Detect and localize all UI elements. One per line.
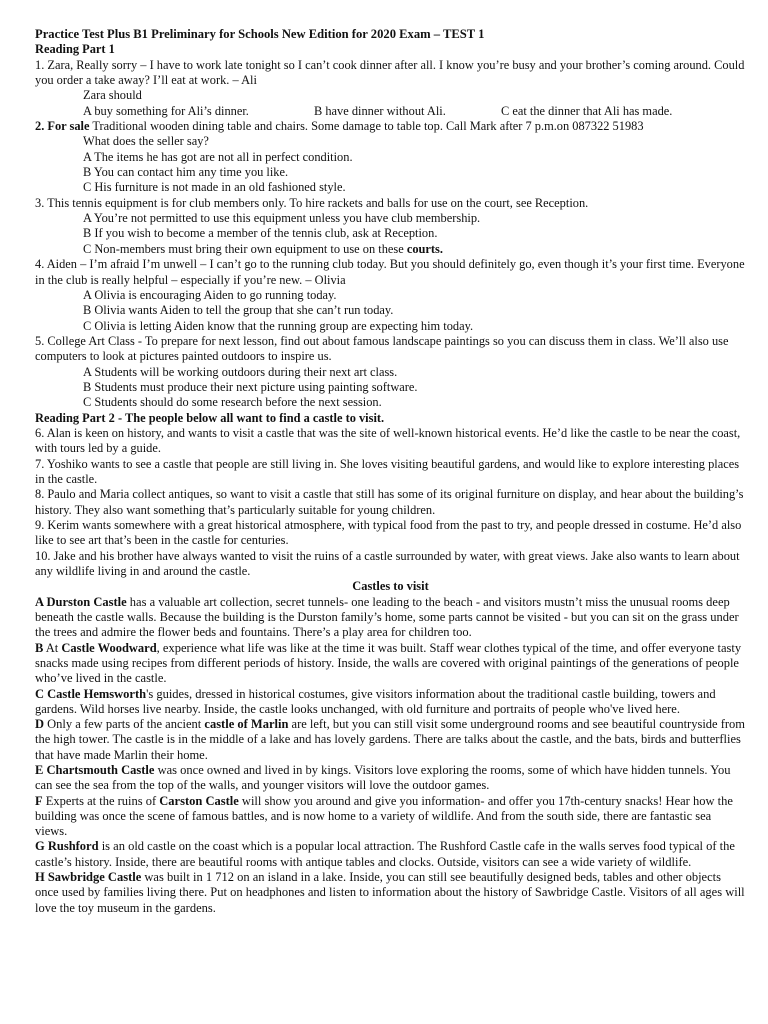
question-3-option-c-text: C Non-members must bring their own equipment to use on these — [83, 241, 407, 256]
question-3-option-a: A You’re not permitted to use this equipment unless you have club membership. — [83, 211, 481, 226]
question-3-text: 3. This tennis equipment is for club members only. To hire rackets and balls for use on the court, see Reception. — [35, 195, 589, 210]
question-2-option-b: B You can contact him any time you like. — [83, 165, 289, 180]
castle-d-name: castle of Marlin — [204, 717, 289, 732]
question-3-option-c — [35, 242, 746, 257]
castle-f-letter: F — [35, 793, 43, 808]
question-5-option-c: C Students should do some research before the next session. — [83, 395, 382, 410]
question-2-label: 2. For sale — [35, 119, 90, 134]
castle-b-mid: At — [43, 640, 62, 655]
castles-heading: Castles to visit — [352, 579, 429, 594]
castle-a-name: A Durston Castle — [35, 594, 127, 609]
question-5-option-b: B Students must produce their next picture using painting software. — [83, 379, 418, 394]
question-2-text — [35, 119, 746, 134]
castle-d-letter: D — [35, 717, 45, 732]
question-2-body: Traditional wooden dining table and chairs. Some damage to table top. Call Mark after 7 p.m.on 087322 51983 — [89, 119, 644, 134]
castle-g-name: G Rushford — [35, 839, 99, 854]
castle-h-name: H Sawbridge Castle — [35, 870, 142, 885]
question-1-stem: Zara should — [83, 88, 142, 103]
person-9: 9. Kerim wants somewhere with a great historical atmosphere, with typical food from the past to try, and people dressed in costume. He’d also like to see art that’s been in the castle for centuries. — [35, 518, 742, 548]
question-3-option-b: B If you wish to become a member of the tennis club, ask at Reception. — [83, 226, 438, 241]
question-1-option-b: B have dinner without Ali. — [314, 103, 446, 118]
question-3-option-c-bold: courts. — [406, 241, 443, 256]
castle-h — [35, 870, 746, 916]
castle-a-text: has a valuable art collection, secret tunnels- one leading to the beach - and visitors mustn’t miss the unusual rooms deep beneath the castle walls. Because the building is the Durston family’s home, some parts cannot be visited - but you can sit on the grass under the trees and admire the flower beds and fountains. There’s a play area for children too. — [35, 594, 739, 640]
question-4-option-a: A Olivia is encouraging Aiden to go running today. — [83, 287, 337, 302]
castle-c-text: 's guides, dressed in historical costumes, give visitors information about the traditional castle building, towers and gardens. Wild horses live nearby. Inside, the castle looks unchanged, with old furniture and portraits of people who've lived here. — [35, 686, 716, 716]
question-1-option-a: A buy something for Ali’s dinner. — [83, 103, 249, 118]
person-7: 7. Yoshiko wants to see a castle that people are still living in. She loves visiting beautiful gardens, and would like to explore interesting places in the castle. — [35, 456, 740, 486]
question-2-option-a: A The items he has got are not all in perfect condition. — [83, 149, 353, 164]
castle-e-name: E Chartsmouth Castle — [35, 762, 155, 777]
castle-f-text: will show you around and give you information- and offer you 17th-century snacks! Hear how the building was once the scene of famous battles, and is now home to a variety of wildlife. And from the south side, there are fantastic sea views. — [35, 793, 733, 839]
part2-heading: Reading Part 2 - The people below all want to find a castle to visit. — [35, 410, 385, 425]
person-8: 8. Paulo and Maria collect antiques, so want to visit a castle that still has some of its original furniture on display, and hear about the building’s history. They also want something that’s particularly suitable for young children. — [35, 487, 744, 517]
question-1-option-c: C eat the dinner that Ali has made. — [501, 103, 673, 118]
castle-f-mid: Experts at the ruins of — [42, 793, 160, 808]
part1-heading: Reading Part 1 — [35, 42, 115, 57]
document-title: Practice Test Plus B1 Preliminary for Schools New Edition for 2020 Exam – TEST 1 — [35, 27, 485, 41]
question-4-text: 4. Aiden – I’m afraid I’m unwell – I can’t go to the running club today. But you should definitely go, even though it’s your first time. Everyone in the club is really helpful – especially if you’re new. – Olivia — [35, 257, 745, 287]
castle-c-name: C Castle Hemsworth — [35, 686, 147, 701]
question-1-text: 1. Zara, Really sorry – I have to work late tonight so I can’t cook dinner after all. I know you’re busy and your brother’s coming around. Could you order a take away? I’ll eat at work. – Ali — [35, 57, 745, 88]
castle-b — [35, 641, 746, 687]
question-4-option-c: C Olivia is letting Aiden know that the running group are expecting him today. — [83, 318, 474, 333]
castle-f-name: Carston Castle — [159, 793, 239, 808]
person-10: 10. Jake and his brother have always wanted to visit the ruins of a castle surrounded by water, with great views. Jake also wants to learn about any wildlife living in and around the castle. — [35, 548, 740, 579]
question-5-option-a: A Students will be working outdoors during their next art class. — [83, 364, 398, 379]
castle-d — [35, 717, 746, 763]
castle-f — [35, 794, 746, 840]
castle-d-text: are left, but you can still visit some underground rooms and see beautiful countryside from the high tower. The castle is in the middle of a lake and has lovely gardens. There are talks about the castle, and the bats, birds and butterflies that have made Marlin their home. — [35, 717, 746, 762]
castle-b-name: Castle Woodward — [61, 640, 157, 655]
question-2-stem: What does the seller say? — [83, 134, 209, 149]
question-1-options — [35, 104, 746, 119]
question-5-text: 5. College Art Class - To prepare for next lesson, find out about famous landscape paintings so you can discuss them in class. We’ll also use computers to look at pictures painted outdoors to inspire us. — [35, 333, 729, 364]
castle-d-mid: Only a few parts of the ancient — [44, 717, 205, 732]
castle-g-text: is an old castle on the coast which is a popular local attraction. The Rushford Castle cafe in the walls serves food typical of the castle’s history. Inside, there are beautiful rooms with antique tables and clocks. Outside, visitors can see a wide variety of wildlife. — [35, 839, 735, 869]
castle-e — [35, 763, 746, 794]
question-2-option-c: C His furniture is not made in an old fashioned style. — [83, 180, 346, 195]
castle-b-text: , experience what life was like at the time it was built. Staff wear clothes typical of the time, and offer everyone tasty snacks made using recipes from different periods of history. Inside, the walls are covered with original paintings of the generations of people who’ve lived in the castle. — [35, 640, 742, 686]
castle-b-letter: B — [35, 640, 44, 655]
person-6: 6. Alan is keen on history, and wants to visit a castle that was the site of well-known historical events. He’d like the castle to be near the coast, with tours led by a guide. — [35, 425, 741, 456]
castle-c — [35, 687, 746, 718]
castle-e-text: was once owned and lived in by kings. Visitors love exploring the rooms, some of which have hidden tunnels. You can see the sea from the top of the walls, and younger visitors will love the outdoor games. — [35, 762, 731, 793]
castle-a — [35, 595, 746, 641]
castle-g — [35, 839, 746, 870]
question-4-option-b: B Olivia wants Aiden to tell the group that she can’t run today. — [83, 303, 394, 318]
castle-h-text: was built in 1 712 on an island in a lake. Inside, you can still see beautifully designed beds, tables and other objects once used by families living there. Put on headphones and listen to information about the history of Sawbridge Castle. Visitors of all ages will love the toy museum in the gardens. — [35, 870, 745, 915]
